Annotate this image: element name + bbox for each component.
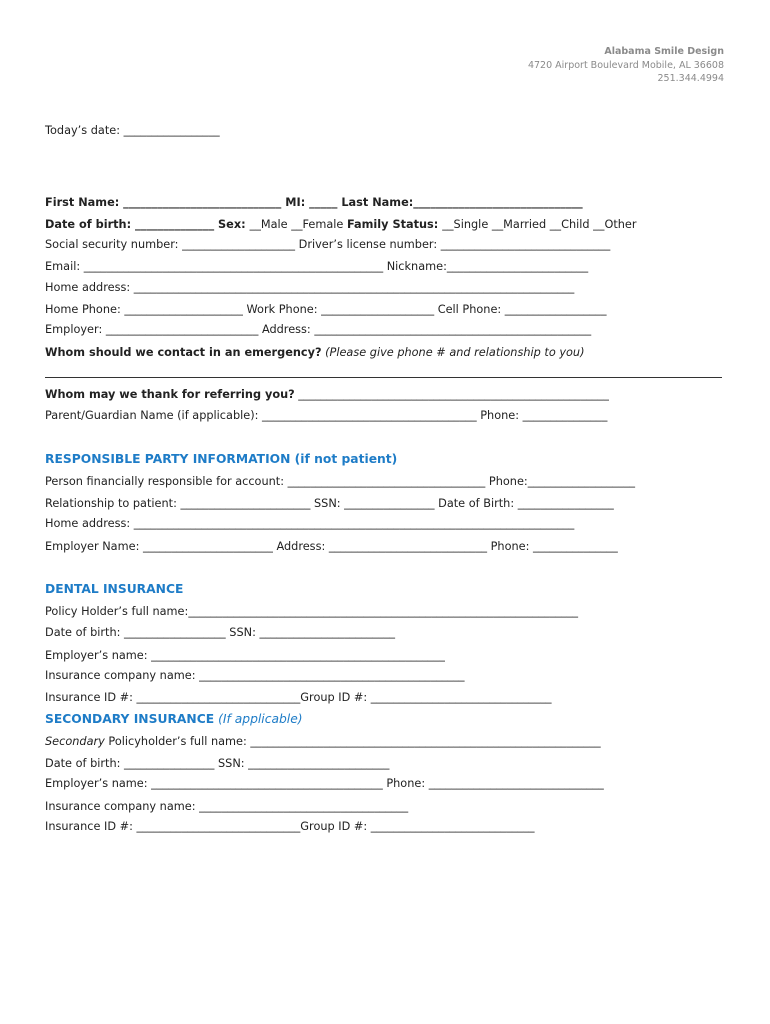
responsible-employer-row[interactable]: Employer Name: _______________________ Address: ____________________________ Phone: _______________ [45, 540, 618, 553]
responsible-person-row[interactable]: Person financially responsible for account: ___________________________________ Phone:___________________ [45, 475, 636, 488]
emergency-label: Whom should we contact in an emergency? [45, 346, 322, 359]
secondary-heading-note: (If applicable) [214, 712, 303, 726]
dental-insurance-heading: DENTAL INSURANCE [45, 582, 184, 596]
secondary-holder-row[interactable] [45, 735, 601, 749]
dob-sex-family-row[interactable] [45, 218, 637, 232]
dob-sex-label: Date of birth: ______________ Sex: [45, 218, 250, 231]
secondary-ids-row[interactable]: Insurance ID #: _____________________________Group ID #: _____________________________ [45, 820, 535, 833]
emergency-contact-blank[interactable] [45, 377, 722, 378]
referral-label: Whom may we thank for referring you? [45, 388, 295, 401]
ssn-license-row[interactable]: Social security number: ____________________ Driver’s license number: ______________________________ [45, 238, 611, 251]
dental-ids-row[interactable]: Insurance ID #: _____________________________Group ID #: ________________________________ [45, 691, 552, 704]
dental-holder-row[interactable]: Policy Holder’s full name:_____________________________________________________________________ [45, 605, 579, 618]
dental-employer-row[interactable]: Employer’s name: ____________________________________________________ [45, 649, 445, 662]
patient-name-row[interactable]: First Name: ____________________________ MI: _____ Last Name:______________________________ [45, 196, 583, 209]
practice-name: Alabama Smile Design [604, 46, 724, 57]
secondary-dob-ssn-row[interactable]: Date of birth: ________________ SSN: _________________________ [45, 757, 390, 770]
home-address-row[interactable]: Home address: ______________________________________________________________________________ [45, 281, 575, 294]
practice-phone: 251.344.4994 [657, 73, 724, 84]
emergency-note: (Please give phone # and relationship to you) [321, 346, 585, 359]
referral-blank[interactable]: _______________________________________________________ [294, 388, 609, 401]
secondary-insurance-heading [45, 712, 303, 726]
secondary-holder-rest[interactable]: Policyholder’s full name: ______________________________________________________________ [104, 735, 601, 748]
secondary-company-row[interactable]: Insurance company name: _____________________________________ [45, 800, 409, 813]
email-nickname-row[interactable]: Email: _____________________________________________________ Nickname:_________________________ [45, 260, 589, 273]
todays-date-field[interactable]: Today’s date: _________________ [45, 124, 220, 137]
sex-options[interactable]: __Male __Female [249, 218, 347, 231]
responsible-relationship-row[interactable]: Relationship to patient: _______________________ SSN: ________________ Date of Birth: _________________ [45, 497, 614, 510]
dental-company-row[interactable]: Insurance company name: _______________________________________________ [45, 669, 465, 682]
dental-dob-ssn-row[interactable]: Date of birth: __________________ SSN: ________________________ [45, 626, 396, 639]
family-status-label: Family Status: [346, 218, 443, 231]
employer-address-row[interactable]: Employer: ___________________________ Address: _________________________________________________ [45, 323, 592, 336]
practice-address: 4720 Airport Boulevard Mobile, AL 36608 [527, 60, 724, 71]
referral-row[interactable] [45, 388, 609, 402]
phones-row[interactable]: Home Phone: _____________________ Work Phone: ____________________ Cell Phone: __________________ [45, 303, 607, 316]
secondary-employer-row[interactable]: Employer’s name: _________________________________________ Phone: _______________________________ [45, 777, 604, 790]
family-status-options[interactable]: __Single __Married __Child __Other [442, 218, 637, 231]
guardian-row[interactable]: Parent/Guardian Name (if applicable): ______________________________________ Phone: _______________ [45, 409, 608, 422]
secondary-holder-italic: Secondary [45, 735, 105, 748]
responsible-home-address-row[interactable]: Home address: ______________________________________________________________________________ [45, 517, 575, 530]
emergency-contact-row [45, 346, 585, 360]
secondary-heading-label: SECONDARY INSURANCE [45, 712, 215, 726]
responsible-party-heading: RESPONSIBLE PARTY INFORMATION (if not patient) [45, 452, 398, 466]
